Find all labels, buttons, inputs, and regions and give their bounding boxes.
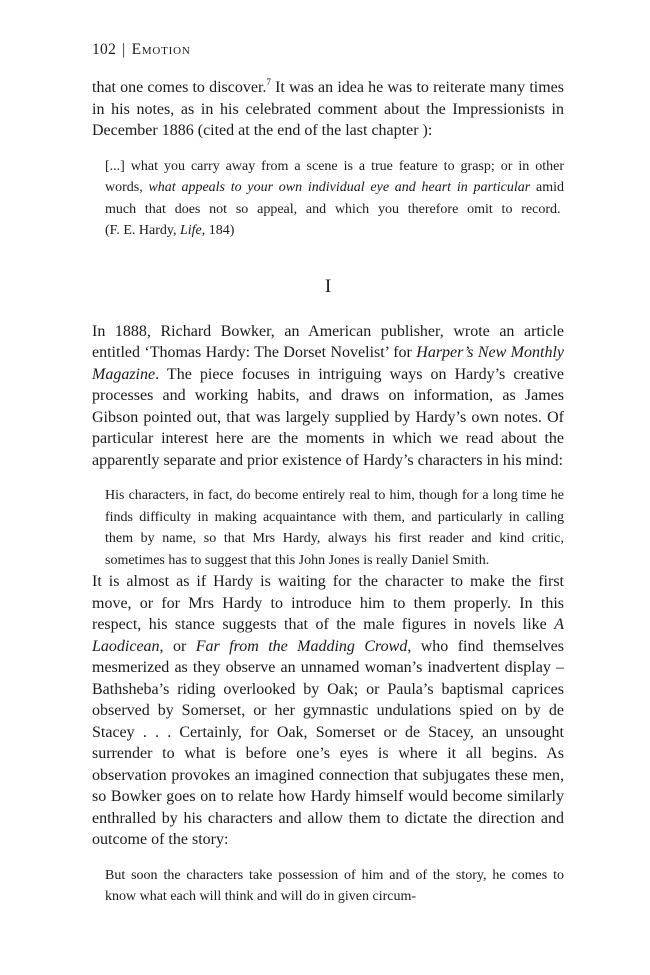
quote-text: [...] what you carry away from a scene is a true feature to grasp; or in other words, (105, 158, 564, 195)
paragraph-text: , or (159, 637, 196, 655)
section-heading: I (324, 275, 332, 297)
paragraph-text: In 1888, Richard Bowker, an American publisher, wrote an article entitled ‘Thomas Hardy: The Dorset Novelist’ for (92, 322, 564, 361)
novel-title-madding-crowd: Far from the Madding Crowd (195, 637, 408, 655)
paragraph-text: that one comes to discover. (92, 79, 267, 96)
quote-emphasis: what appeals to your own individual eye and heart in particular (148, 180, 531, 195)
citation-text: (F. E. Hardy, (105, 223, 180, 238)
block-quote-possession: But soon the characters take possession of him and of the story, he comes to know what each will think and will do in given circum- (105, 867, 564, 904)
quote-citation (105, 223, 234, 238)
citation-text: , 184) (201, 223, 235, 238)
paragraph-bowker (92, 321, 564, 472)
block-quote-impressionists (105, 156, 564, 242)
running-head (92, 40, 564, 60)
paragraph-text: It is almost as if Hardy is waiting for the character to make the first move, or for Mrs Hardy to introduce him to them properly. In this respect, his stance suggests that of the male figures in novels like (92, 573, 564, 633)
paragraph-intro (92, 77, 564, 142)
book-page (92, 40, 564, 908)
citation-title: Life (179, 223, 202, 238)
quote-text: amid much that does not so appeal, and which you therefore omit to record. (105, 180, 564, 217)
footnote-marker: 7 (266, 76, 271, 87)
block-quote-characters: His characters, in fact, do become entirely real to him, though for a long time he finds difficulty in making acquaintance with them, and particularly in calling them by name, so that Mrs Hardy, always his first reader and kind critic, sometimes has to suggest that this John Jones is really Daniel Smith. (105, 488, 564, 568)
paragraph-text: It was an idea he was to reiterate many times in his notes, as in his celebrated comment about the Impressionists in December 1886 (cited at the end of the last chapter ): (92, 79, 565, 139)
novel-title-laodicean: A Laodicean (92, 616, 564, 655)
header-separator: | (122, 41, 126, 58)
paragraph-text: . The piece focuses in intriguing ways on Hardy’s creative processes and working habits, and draws on information, as James Gibson pointed out, that was largely supplied by Hardy’s own notes. Of particular interest here are the moments in which we read about the apparently separate and prior existence of Hardy’s characters in his mind: (92, 365, 564, 469)
chapter-title: Emotion (131, 41, 191, 58)
page-number: 102 (92, 41, 117, 58)
magazine-title: Harper’s New Monthly Magazine (92, 344, 565, 383)
paragraph-waiting (92, 571, 564, 851)
paragraph-text: , who find themselves mesmerized as they observe an unnamed woman’s inadvertent display – Bathsheba’s riding overlooked by Oak; or Paula’s baptismal caprices observed by Somerset, or her gymnastic undulations spied on by de Stacey . . . Certainly, for Oak, Somerset or de Stacey, an unsought surrender to what is before one’s eyes is where it all begins. As observation provokes an imagined connection that subjugates these men, so Bowker goes on to relate how Hardy himself would become similarly enthralled by his characters and allow them to dictate the direction and outcome of the story: (92, 637, 565, 848)
